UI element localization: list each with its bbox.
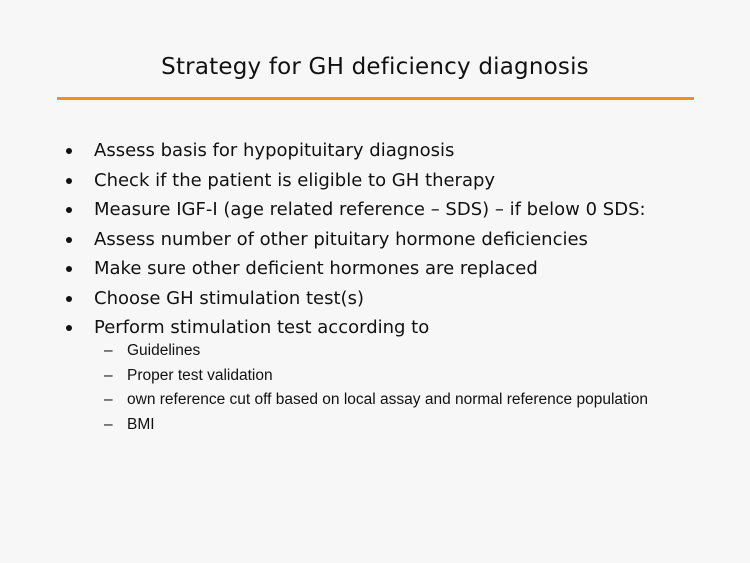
- bullet-dot-icon: [66, 178, 72, 184]
- sub-bullet-text: Guidelines: [127, 342, 201, 359]
- bullet-item: [64, 258, 704, 280]
- dash-icon: –: [104, 342, 113, 359]
- bullet-text: Choose GH stimulation test(s): [94, 287, 364, 309]
- sub-bullet-text: own reference cut off based on local assay and normal reference population: [127, 391, 649, 408]
- bullet-dot-icon: [66, 237, 72, 243]
- bullet-text: Assess number of other pituitary hormone deficiencies: [94, 228, 588, 250]
- sub-bullet-item: [94, 415, 704, 434]
- sub-bullet-item: [94, 390, 704, 409]
- sub-bullet-item: [94, 341, 704, 360]
- bullet-dot-icon: [66, 296, 72, 302]
- bullet-text: Make sure other deficient hormones are replaced: [94, 258, 538, 279]
- bullet-item: [64, 317, 704, 434]
- dash-icon: –: [104, 366, 113, 384]
- bullet-item: [64, 170, 704, 192]
- bullet-dot-icon: [66, 266, 72, 272]
- bullet-text: Measure IGF-I (age related reference – SDS) – if below 0 SDS:: [94, 199, 646, 220]
- dash-icon: –: [104, 391, 113, 408]
- slide-title: Strategy for GH deficiency diagnosis: [161, 54, 589, 80]
- bullet-list: [64, 140, 704, 441]
- sub-bullet-text: BMI: [127, 415, 155, 433]
- bullet-dot-icon: [66, 325, 72, 331]
- bullet-text: Perform stimulation test according to: [94, 317, 430, 338]
- sub-bullet-item: [94, 366, 704, 385]
- bullet-text: Assess basis for hypopituitary diagnosis: [94, 140, 455, 161]
- bullet-text: Check if the patient is eligible to GH therapy: [94, 169, 496, 191]
- bullet-dot-icon: [66, 148, 72, 154]
- sub-bullet-text: Proper test validation: [127, 366, 273, 384]
- bullet-item: [64, 199, 704, 221]
- sub-bullet-list: [94, 341, 704, 434]
- bullet-dot-icon: [66, 207, 72, 213]
- title-underline: [57, 97, 694, 100]
- bullet-item: [64, 229, 704, 251]
- bullet-item: [64, 140, 704, 162]
- bullet-item: [64, 288, 704, 310]
- dash-icon: –: [104, 415, 113, 433]
